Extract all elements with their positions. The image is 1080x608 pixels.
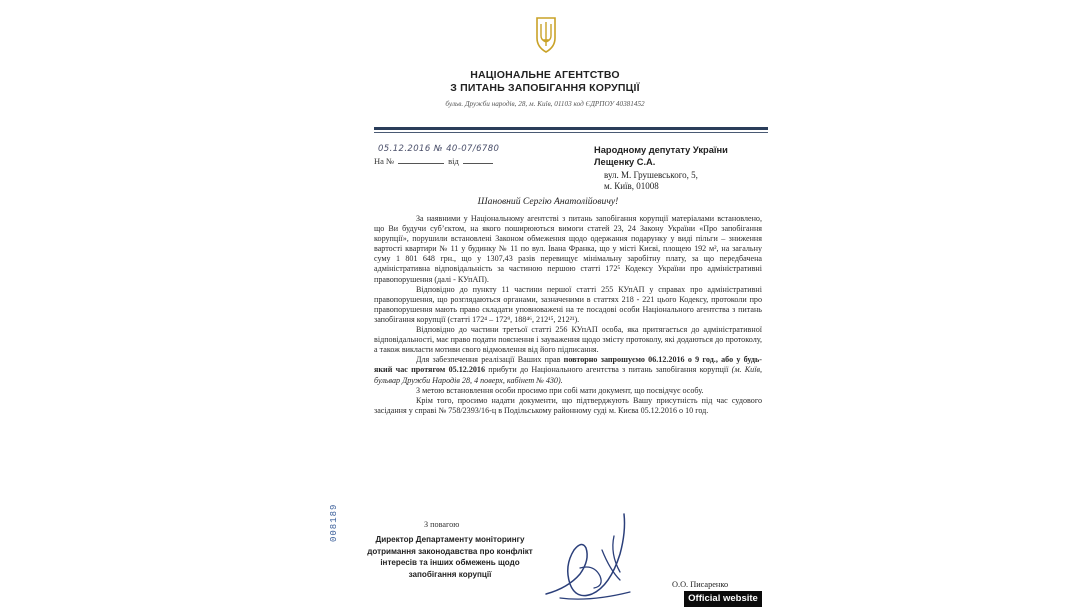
handwritten-reference-number: 05.12.2016 № 40-07/6780 xyxy=(378,144,500,154)
invitation-venue: прибути до Національного агентства з питань запобігання корупції xyxy=(488,365,729,375)
salutation: Шановний Сергію Анатолійовичу! xyxy=(477,196,619,207)
agency-name-line-1: НАЦІОНАЛЬНЕ АГЕНТСТВО xyxy=(470,69,620,81)
invitation-date-time: повторно запрошуємо 06.12.2016 о 9 год., або у будь-який час протягом 05.12.2016 xyxy=(374,355,762,375)
reference-printed-fields xyxy=(374,156,493,166)
invitation-intro: Для забезпечення реалізації Ваших прав xyxy=(416,355,561,365)
director-title: Директор Департаменту моніторингу дотримання законодавства про конфлікт інтересів та інших обмежень щодо запобігання корупції xyxy=(367,535,533,579)
reference-no-blank xyxy=(398,163,444,164)
reference-from-label: від xyxy=(448,156,459,166)
recipient-title: Народному депутату України xyxy=(594,145,728,155)
registration-stamp-number: 008189 xyxy=(329,503,339,542)
tryzub-emblem-icon xyxy=(534,14,558,54)
reference-no-label: На № xyxy=(374,156,395,166)
recipient-name: Лещенку С.А. xyxy=(594,157,656,167)
paragraph-article-256: Відповідно до частини третьої статті 256 КУпАП особа, яка притягається до адміністративної відповідальності, має право подати пояснення і зауваження щодо змісту протоколу, які додаються до протоколу, а також викласти мотиви свого відмовлення від його підписання. xyxy=(374,325,762,355)
official-letter-page xyxy=(318,0,766,608)
right-margin-background xyxy=(766,0,1080,608)
paragraph-court-documents: Крім того, просимо надати документи, що підтверджують Вашу присутність під час судового засідання у справі № 758/2393/16-ц в Подільському районному суді м. Києва 05.12.2016 о 10 год. xyxy=(374,395,762,415)
official-website-badge: Official website xyxy=(684,591,762,607)
reference-from-blank xyxy=(463,163,493,164)
closing-regards: З повагою xyxy=(424,520,460,529)
letterhead-divider-thin xyxy=(374,132,768,133)
paragraph-invitation xyxy=(374,355,762,385)
paragraph-article-255: Відповідно до пункту 11 частини першої статті 255 КУпАП у справах про адміністративні правопорушення, що розглядаються органами, зазначеними в статтях 218 - 221 цього Кодексу, протоколи про правопорушення мають право складати уповноважені на те посадові особи Національного агентства з питань запобігання корупції (статті 172⁴ – 172⁹, 188⁴⁶, 212¹⁵, 212²¹). xyxy=(374,284,762,324)
paragraph-violation: За наявними у Національному агентстві з питань запобігання корупції матеріалами встановлено, що Ви будучи суб’єктом, на якого поширюються вимоги статей 23, 24 Закону України «Про запобігання корупції», порушили встановлені Законом обмеження щодо одержання подарунку у виді пільги – зниження вартості квартири № 11 у будинку № 11 по вул. Івана Франка, що у місті Києві, площею 192 м², на загальну суму 1 801 648 грн., що у 1307,43 разів перевищує мінімальну заробітну плату, за що передбачена адміністративна відповідальність за частиною першою статті 172⁵ Кодексу України про адміністративні правопорушення (далі - КУпАП). xyxy=(374,214,762,284)
left-margin-background xyxy=(0,0,318,608)
handwritten-signature-icon xyxy=(540,510,652,606)
signer-name: О.О. Писаренко xyxy=(672,580,729,589)
recipient-street: вул. М. Грушевського, 5, xyxy=(604,170,698,180)
invitation-address: (м. Київ, бульвар Дружби Народів 28, 4 поверх, кабінет № 430). xyxy=(374,365,762,385)
recipient-city: м. Київ, 01008 xyxy=(604,181,659,191)
agency-address: бульв. Дружби народів, 28, м. Київ, 01103 код ЄДРПОУ 40381452 xyxy=(445,100,645,108)
letterhead-divider-thick xyxy=(374,127,768,130)
paragraph-id-document: З метою встановлення особи просимо при собі мати документ, що посвідчує особу. xyxy=(416,385,704,395)
agency-name-line-2: З ПИТАНЬ ЗАПОБІГАННЯ КОРУПЦІЇ xyxy=(450,82,640,94)
letter-body xyxy=(374,214,762,416)
